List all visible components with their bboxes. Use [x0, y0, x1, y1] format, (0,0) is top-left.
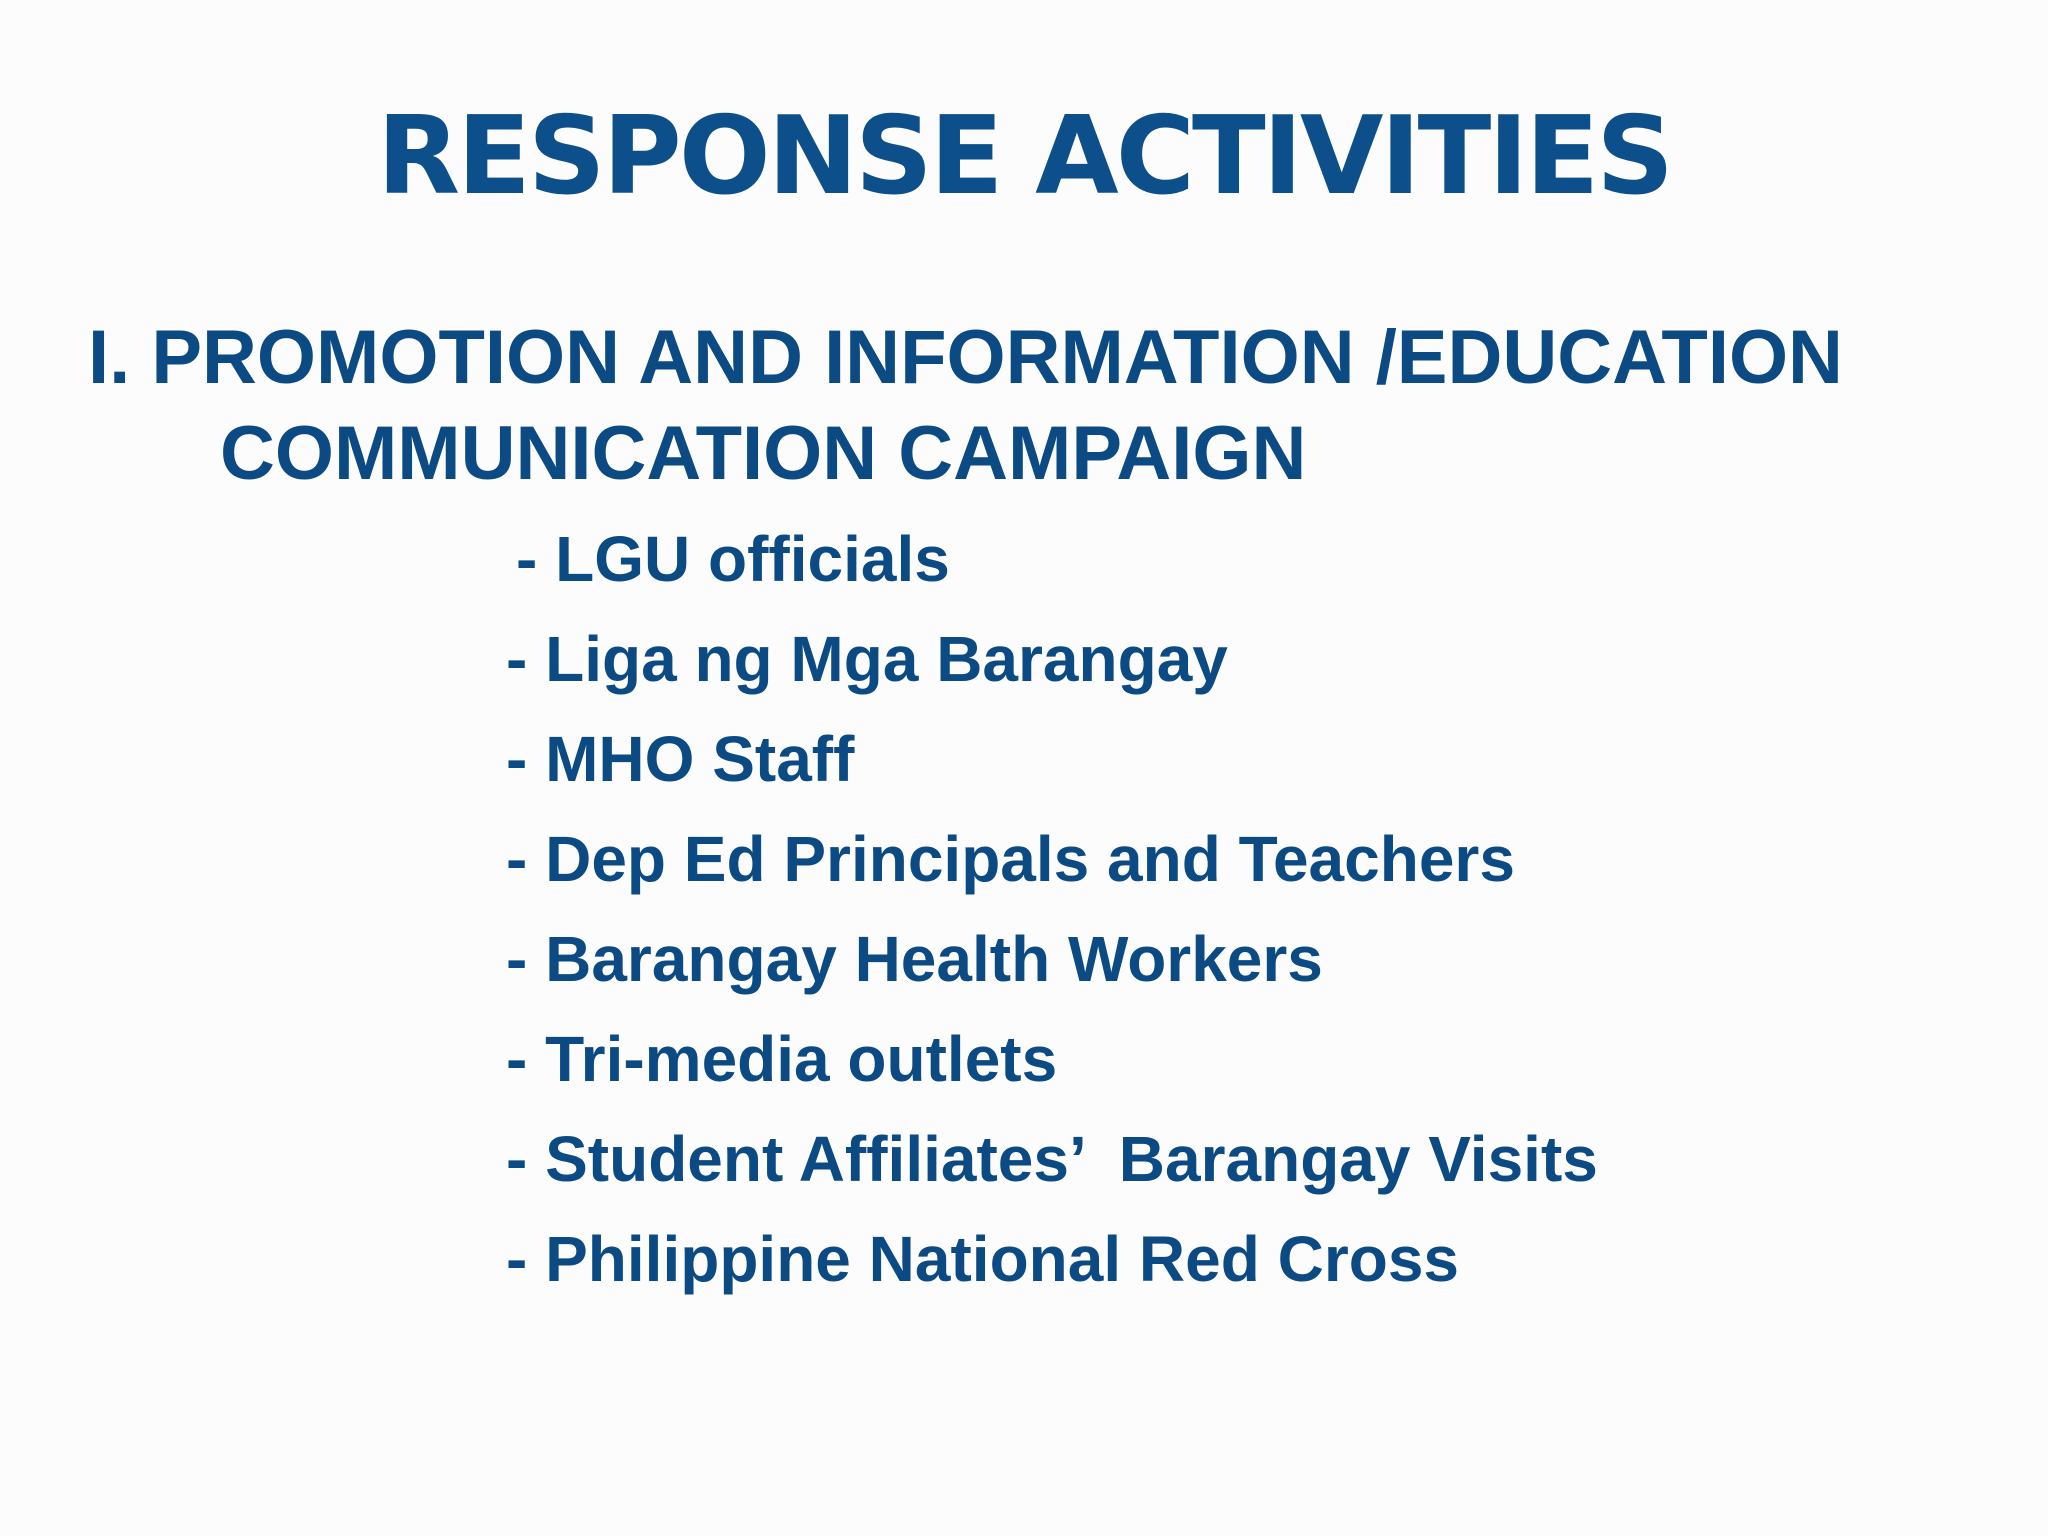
- section-heading-line-1: I. PROMOTION AND INFORMATION /EDUCATION: [88, 315, 1843, 400]
- list-item: - Student Affiliates’ Barangay Visits: [506, 1123, 1598, 1195]
- list-item: - Tri-media outlets: [506, 1023, 1058, 1095]
- list-item: - Liga ng Mga Barangay: [506, 623, 1228, 695]
- section-heading-line-2: COMMUNICATION CAMPAIGN: [220, 411, 1307, 496]
- list-item: - Barangay Health Workers: [506, 923, 1323, 995]
- section-heading: [88, 310, 1988, 502]
- list-item: - MHO Staff: [506, 723, 855, 795]
- activity-list: [506, 509, 1598, 1309]
- slide-title: RESPONSE ACTIVITIES: [376, 94, 1672, 219]
- list-item: - Dep Ed Principals and Teachers: [506, 823, 1515, 895]
- list-item: - LGU officials: [516, 523, 950, 595]
- list-item: - Philippine National Red Cross: [506, 1223, 1459, 1295]
